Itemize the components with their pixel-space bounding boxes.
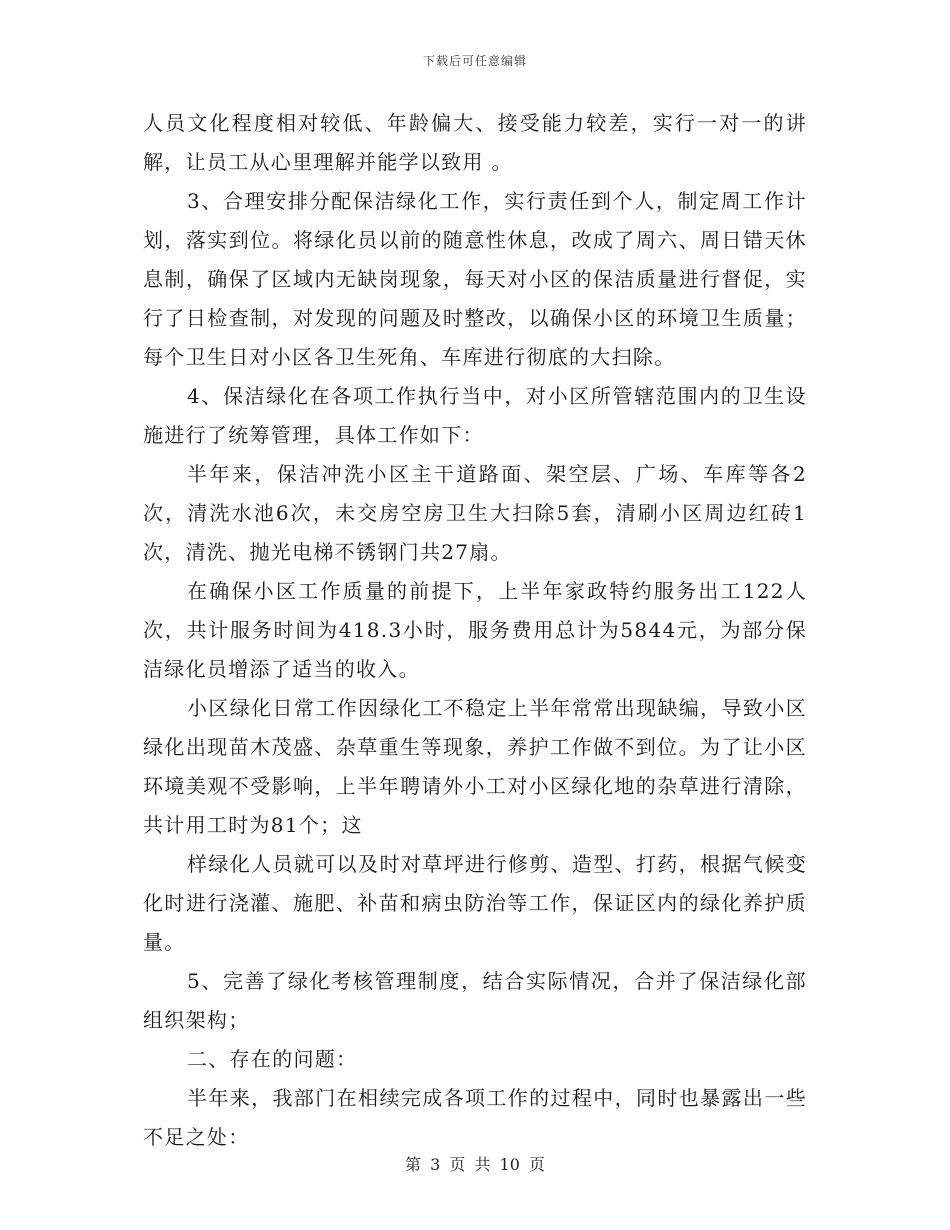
paragraph-2: 3、合理安排分配保洁绿化工作，实行责任到个人，制定周工作计划，落实到位。将绿化员以前的随意性休息，改成了周六、周日错天休息制，确保了区域内无缺岗现象，每天对小区的保洁质量进行督促，实行了日检查制，对发现的问题及时整改，以确保小区的环境卫生质量；每个卫生日对小区各卫生死角、车库进行彻底的大扫除。: [143, 189, 807, 369]
page-number-footer: 第 3 页 共 10 页: [405, 1155, 545, 1174]
paragraph-3: 4、保洁绿化在各项工作执行当中，对小区所管辖范围内的卫生设施进行了统筹管理，具体工作如下：: [143, 384, 807, 447]
paragraph-4: 半年来，保洁冲洗小区主干道路面、架空层、广场、车库等各2次，清洗水池6次，未交房空房卫生大扫除5套，清刷小区周边红砖1次，清洗、抛光电梯不锈钢门共27扇。: [143, 462, 807, 564]
paragraph-8: 5、完善了绿化考核管理制度，结合实际情况，合并了保洁绿化部组织架构；: [143, 969, 807, 1032]
section-heading-problems: 二、存在的问题：: [187, 1047, 358, 1071]
paragraph-7: 样绿化人员就可以及时对草坪进行修剪、造型、打药，根据气候变化时进行浇灌、施肥、补苗和病虫防治等工作，保证区内的绿化养护质量。: [143, 852, 807, 954]
paragraph-5: 在确保小区工作质量的前提下，上半年家政特约服务出工122人次，共计服务时间为418.3小时，服务费用总计为5844元，为部分保洁绿化员增添了适当的收入。: [143, 579, 807, 681]
paragraph-10: 半年来，我部门在相续完成各项工作的过程中，同时也暴露出一些不足之处：: [143, 1086, 807, 1149]
paragraph-1: 人员文化程度相对较低、年龄偏大、接受能力较差，实行一对一的讲解，让员工从心里理解并能学以致用 。: [143, 111, 807, 174]
document-body: [143, 104, 807, 1157]
page-header-note: 下载后可任意编辑: [422, 54, 527, 68]
paragraph-6: 小区绿化日常工作因绿化工不稳定上半年常常出现缺编，导致小区绿化出现苗木茂盛、杂草重生等现象，养护工作做不到位。为了让小区环境美观不受影响，上半年聘请外小工对小区绿化地的杂草进行清除，共计用工时为81个；这: [143, 696, 807, 837]
